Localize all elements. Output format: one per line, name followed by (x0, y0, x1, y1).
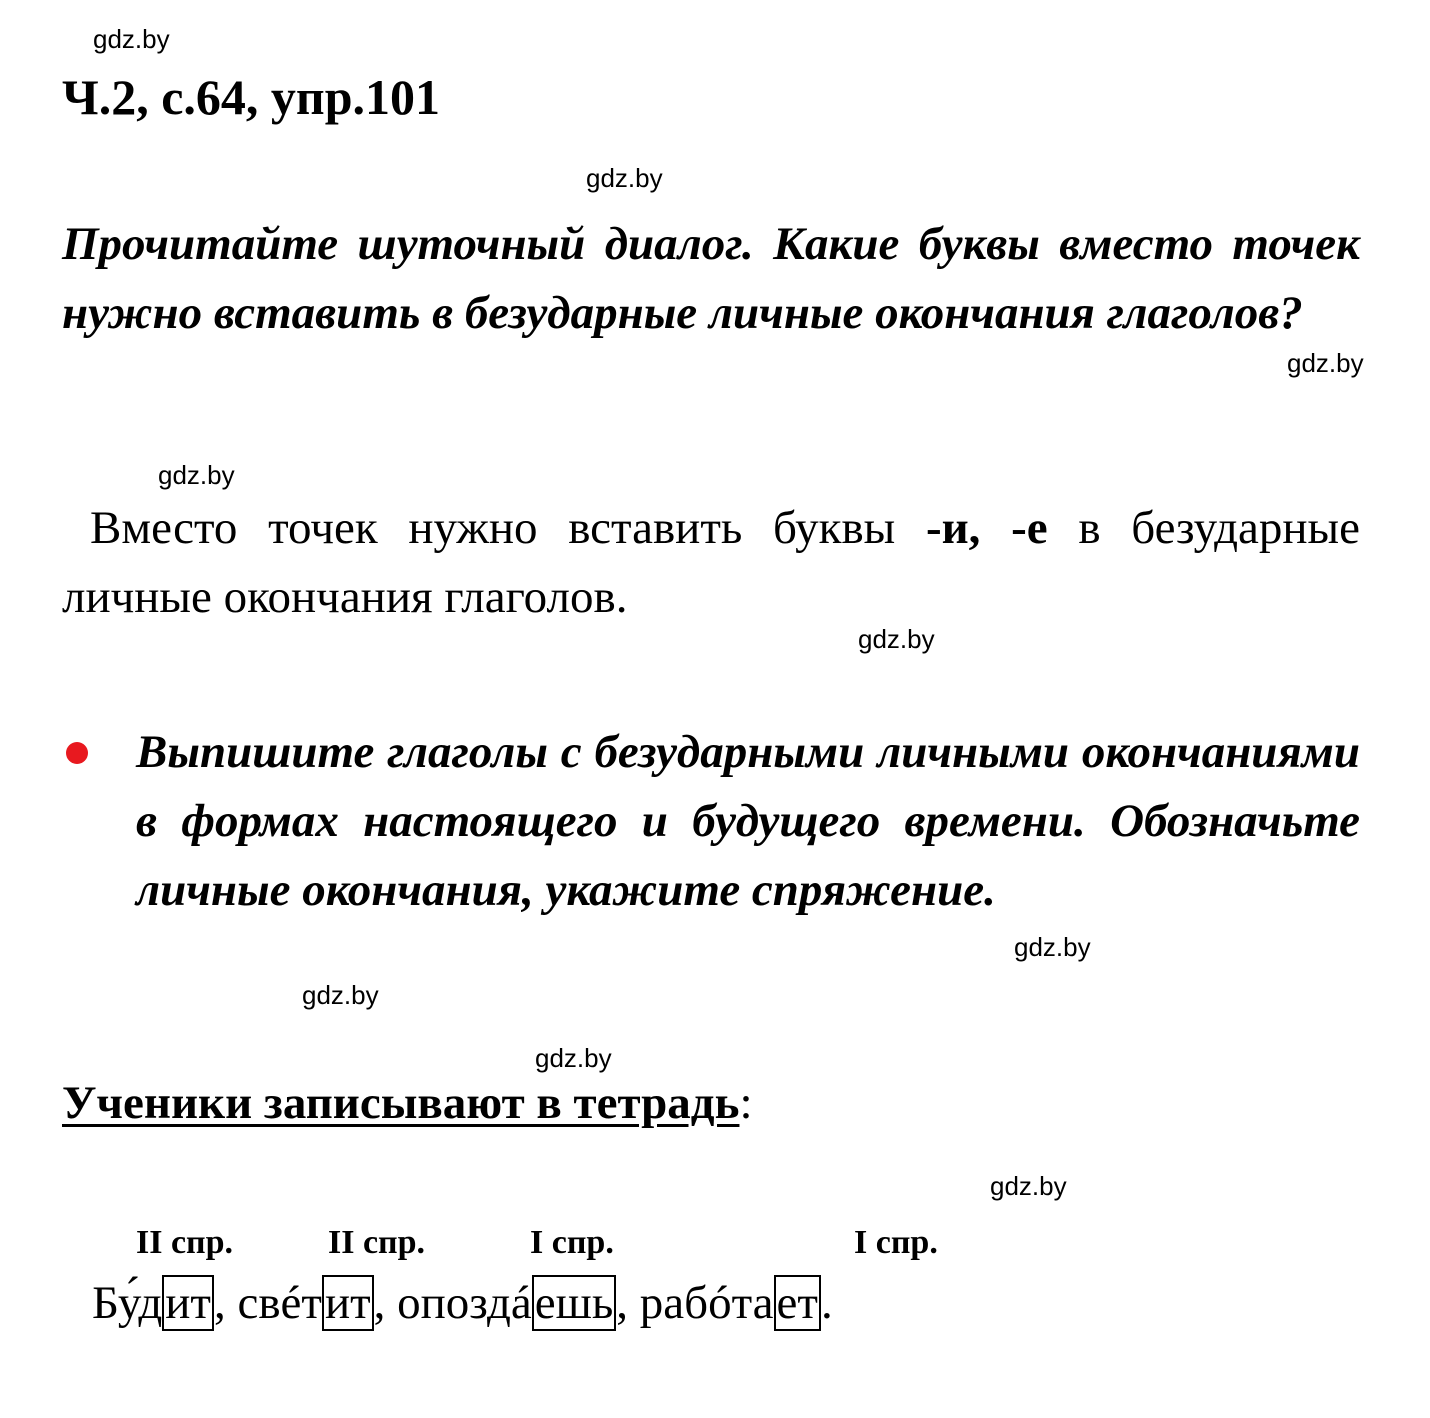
watermark: gdz.by (1014, 932, 1091, 962)
watermark: gdz.by (990, 1171, 1067, 1201)
verb-ending-box: ит (162, 1275, 214, 1331)
verb-ending-box: ит (322, 1275, 374, 1331)
answer-letters: -и, -е (925, 502, 1048, 554)
watermark: gdz.by (535, 1043, 612, 1073)
task-question: Прочитайте шуточный диалог. Какие буквы вместо точек нужно вставить в безударные личные окончания глаголов? (62, 218, 1360, 339)
answer-paragraph (62, 494, 1360, 632)
conjugation-label: I спр. (854, 1224, 938, 1261)
verb-list (92, 1277, 833, 1331)
watermark: gdz.by (858, 624, 935, 654)
verb-separator: , (616, 1277, 640, 1329)
conjugation-label: I спр. (530, 1224, 614, 1261)
watermark: gdz.by (586, 163, 663, 193)
notebook-heading-colon: : (739, 1077, 753, 1129)
verb-separator: , (213, 1277, 238, 1329)
notebook-heading-label: Ученики записывают в тетрадь (62, 1077, 740, 1129)
verb-ending-box: ет (774, 1275, 821, 1331)
watermark: gdz.by (302, 980, 379, 1010)
watermark: gdz.by (158, 460, 235, 490)
bullet-marker (66, 742, 88, 764)
page-title: Ч.2, с.64, упр.101 (62, 69, 441, 125)
verb-stem: опоздá (397, 1277, 532, 1329)
answer-text-start: Вместо точек нужно вставить буквы (90, 502, 926, 554)
verb-stem: рабóта (639, 1277, 774, 1329)
conjugation-label: II спр. (136, 1224, 234, 1261)
watermark: gdz.by (1287, 348, 1364, 378)
verb-stem: Бу́д (92, 1277, 163, 1329)
verb-separator: , (373, 1277, 398, 1329)
verb-separator: . (820, 1277, 833, 1329)
verb-ending-box: ешь (532, 1275, 617, 1331)
conjugation-label: II спр. (328, 1224, 426, 1261)
task-instruction: Выпишите глаголы с безударными личными окончаниями в формах настоящего и будущего времени. Обозначьте личные окончания, укажите спряжение. (136, 726, 1360, 916)
answer-text-end: в безударные личные окончания глаголов. (62, 502, 1360, 623)
verb-stem: свéт (237, 1277, 322, 1329)
notebook-heading (62, 1077, 753, 1129)
watermark: gdz.by (93, 24, 170, 54)
